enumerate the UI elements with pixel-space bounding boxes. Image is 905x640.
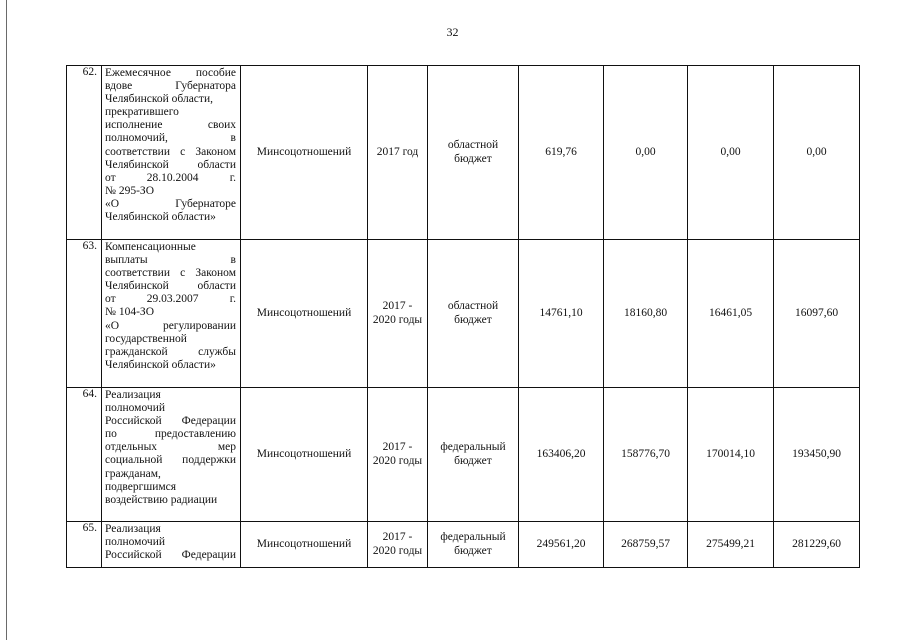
amount-cell: 14761,10 — [519, 240, 604, 388]
responsible-agency: Минсоцотношений — [241, 66, 368, 240]
description-line: Челябинской области» — [105, 211, 216, 224]
description-line: Российской Федерации — [105, 549, 236, 562]
description-line: полномочий — [105, 536, 165, 549]
description-line: Челябинской области — [105, 280, 236, 293]
row-number: 62. — [67, 66, 102, 240]
description-line: от 28.10.2004 г. — [105, 171, 236, 184]
description-line: Ежемесячное пособие — [105, 67, 236, 79]
amount-cell: 619,76 — [519, 66, 604, 240]
amount-cell: 281229,60 — [774, 522, 860, 568]
description-line: от 29.03.2007 г. — [105, 293, 236, 306]
funding-source: федеральный бюджет — [428, 522, 519, 568]
amount-cell: 0,00 — [688, 66, 774, 240]
description-line: отдельных мер — [105, 441, 236, 454]
row-number: 65. — [67, 522, 102, 568]
amount-cell: 163406,20 — [519, 388, 604, 522]
description-line: вдове Губернатора — [105, 80, 236, 93]
funding-source: федеральный бюджет — [428, 388, 519, 522]
implementation-period: 2017 год — [368, 66, 428, 240]
description-line: воздействию радиации — [105, 493, 218, 506]
implementation-period: 2017 - 2020 годы — [368, 388, 428, 522]
amount-cell: 249561,20 — [519, 522, 604, 568]
measure-description — [102, 66, 241, 240]
description-line: соответствии с Законом — [105, 267, 236, 280]
description-line: гражданам, — [105, 467, 161, 480]
description-line: полномочий — [105, 402, 165, 415]
table-row — [67, 388, 860, 522]
budget-table — [66, 65, 860, 568]
measure-description — [102, 240, 241, 388]
left-margin-line — [6, 0, 7, 640]
amount-cell: 16461,05 — [688, 240, 774, 388]
amount-cell: 268759,57 — [604, 522, 688, 568]
description-line: исполнение своих — [105, 119, 236, 132]
amount-cell: 0,00 — [774, 66, 860, 240]
description-line: Компенсационные — [105, 241, 196, 253]
responsible-agency: Минсоцотношений — [241, 240, 368, 388]
row-number: 63. — [67, 240, 102, 388]
amount-cell: 275499,21 — [688, 522, 774, 568]
description-line: выплаты в — [105, 254, 236, 267]
description-line: № 104-ЗО — [105, 306, 154, 319]
description-line: по предоставлению — [105, 428, 236, 441]
funding-source: областной бюджет — [428, 240, 519, 388]
implementation-period: 2017 - 2020 годы — [368, 522, 428, 568]
description-line: гражданской службы — [105, 345, 236, 358]
amount-cell: 18160,80 — [604, 240, 688, 388]
amount-cell: 0,00 — [604, 66, 688, 240]
description-line: «О Губернаторе — [105, 197, 236, 210]
description-line: Реализация — [105, 389, 161, 401]
measure-description — [102, 388, 241, 522]
table-row — [67, 240, 860, 388]
description-line: государственной — [105, 332, 187, 345]
description-line: Челябинской области, — [105, 93, 213, 106]
description-line: Челябинской области — [105, 158, 236, 171]
description-line: Челябинской области» — [105, 358, 216, 371]
funding-source: областной бюджет — [428, 66, 519, 240]
description-line: подвергшимся — [105, 480, 177, 493]
description-line: Реализация — [105, 523, 161, 535]
row-number: 64. — [67, 388, 102, 522]
description-line: Российской Федерации — [105, 415, 236, 428]
amount-cell: 193450,90 — [774, 388, 860, 522]
description-line: прекратившего — [105, 106, 179, 119]
responsible-agency: Минсоцотношений — [241, 522, 368, 568]
measure-description — [102, 522, 241, 568]
table-row — [67, 66, 860, 240]
amount-cell: 158776,70 — [604, 388, 688, 522]
table-row — [67, 522, 860, 568]
amount-cell: 16097,60 — [774, 240, 860, 388]
description-line: полномочий, в — [105, 132, 236, 145]
page-number: 32 — [446, 25, 459, 39]
description-line: соответствии с Законом — [105, 145, 236, 158]
implementation-period: 2017 - 2020 годы — [368, 240, 428, 388]
responsible-agency: Минсоцотношений — [241, 388, 368, 522]
amount-cell: 170014,10 — [688, 388, 774, 522]
description-line: № 295-ЗО — [105, 184, 154, 197]
description-line: «О регулировании — [105, 319, 236, 332]
description-line: социальной поддержки — [105, 454, 236, 467]
